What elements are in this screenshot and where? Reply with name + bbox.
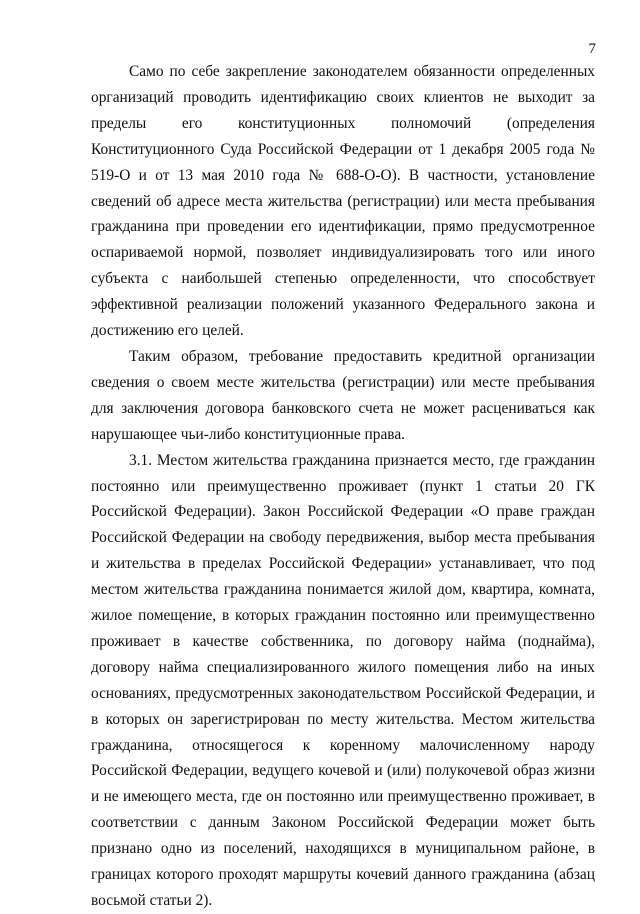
page-number: 7	[588, 41, 596, 57]
paragraph-conclusion: Таким образом, требование предоставить кредитной организации сведения о своем месте жительства (регистрации) или месте пребывания для заключения договора банковского счета не может расцениваться как нарушающее чьи-либо конституционные права.	[91, 347, 595, 443]
paragraph-identification: Само по себе закрепление законодателем обязанности определенных организаций проводить идентификацию своих клиентов не выходит за пределы его конституционных полномочий (определения Конституционного Суда Российской Федерации от 1 декабря 2005 года № 519-О и от 13 мая 2010 года № 688-О-О). В частности, установление сведений об адресе места жительства (регистрации) или места пребывания гражданина при проведении его идентификации, прямо предусмотренное оспариваемой нормой, позволяет индивидуализировать того или иного субъекта с наибольшей степенью определенности, что способствует эффективной реализации положений указанного Федерального закона и достижению его целей.	[91, 63, 595, 340]
paragraph-residence-definition: 3.1. Местом жительства гражданина признается место, где гражданин постоянно или преимущественно проживает (пункт 1 статьи 20 ГК Российской Федерации). Закон Российской Федерации «О праве граждан Российской Федерации на свободу передвижения, выбор места пребывания и жительства в пределах Российской Федерации» устанавливает, что под местом жительства гражданина понимается жилой дом, квартира, комната, жилое помещение, в которых гражданин постоянно или преимущественно проживает в качестве собственника, по договору найма (поднайма), договору найма специализированного жилого помещения либо на иных основаниях, предусмотренных законодательством Российской Федерации, и в которых он зарегистрирован по месту жительства. Местом жительства гражданина, относящегося к коренному малочисленному народу Российской Федерации, ведущего кочевой и (или) полукочевой образ жизни и не имеющего места, где он постоянно или преимущественно проживает, в соответствии с данным Законом Российской Федерации может быть признано одно из поселений, находящихся в муниципальном районе, в границах которого проходят маршруты кочевий данного гражданина (абзац восьмой статьи 2).	[91, 451, 595, 909]
document-body	[91, 59, 595, 914]
